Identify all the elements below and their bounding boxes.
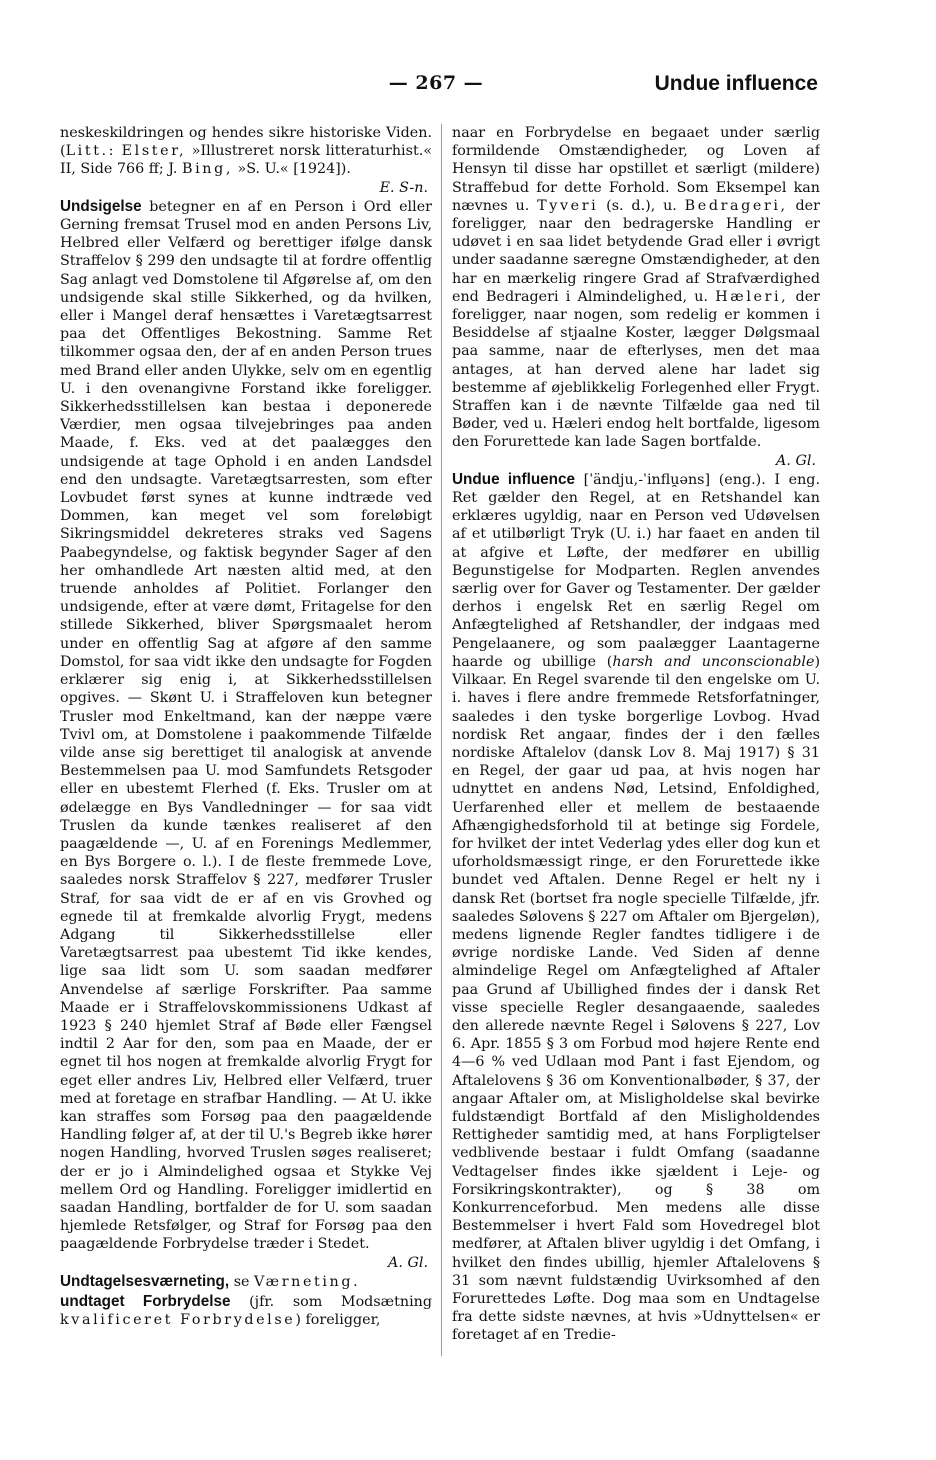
signature: E. S-n. <box>379 179 428 196</box>
entry-continuation: neskeskildringen og hendes sikre historiske Viden. (Litt.: Elster, »Illustreret norsk litteraturhist.« II, Side 766 ff; J. Bing, »S. U.« [1924]). E. S-n. <box>60 125 432 196</box>
author-bing: Bing, <box>181 161 233 178</box>
right-column <box>452 124 820 1360</box>
entry-undue-influence: Undue influence [ˈändju,-ˈinflu̯əns] (eng.). I eng. Ret gælder den Regel, at en Retshandel kan erklæres ugyldig, naar en Person ved Udøvelsen af et utilbørligt Tryk (U. i.) har faaet en anden til at afgive et Løfte, der medfører en ubillig Begunstigelse for Modparten. Reglen anvendes særlig over for Gaver og Testamenter. Der gælder derhos i engelsk Ret en særlig Regel om Anfægtelighed af Retshandler, der indgaas med Pengelaanere, og som paalægger Laantagerne haarde og ubillige (harsh and unconscionable) Vilkaar. En Regel svarende til den engelske om U. i. haves i flere andre fremmede Retsforfatninger, saaledes i den tyske borgerlige Lovbog. Hvad nordisk Ret angaar, findes der i den fælles nordiske Aftalelov (dansk Lov 8. Maj 1917) § 31 en Regel, der gaar ud paa, at hvis nogen har udnyttet en andens Nød, Letsind, Enfoldighed, Uerfarenhed eller et mellem de bestaaende Afhængighedsforhold til at betinge sig Fordele, for hvilket der intet Vederlag ydes eller dog kun et uforholdsmæssigt ringe, er den Forurettede ikke bundet ved Aftalen. Denne Regel er helt ny i dansk Ret (bortset fra nogle specielle Tilfælde, jfr. saaledes Sølovens § 227 om Aftaler om Bjergeløn), medens lignende Regler fandtes tidligere i de øvrige nordiske Lande. Ved Siden af denne almindelige Regel om Anfægtelighed af Aftaler paa Grund af Ubillighed findes der i dansk Ret visse specielle Regler desangaaende, saaledes den allerede nævnte Regel i Sølovens § 227, Lov 6. Apr. 1855 § 3 om Forbud mod højere Rente end 4—6 % ved Udlaan mod Pant i fast Ejendom, og Aftalelovens § 36 om Konventionalbøder, § 37, der angaar Aftaler om, at Misligholdelse skal bevirke fuldstændigt Bortfald af den Misligholdendes Rettigheder samtidig med, at hans Forpligtelser vedblivende bestaar i fuldt Omfang (saadanne Vedtagelser findes ikke sjældent i Leje- og Forsikringskontrakter), og § 38 om Konkurrenceforbud. Men medens alle disse Bestemmelser i hvert Fald som Hovedregel blot medfører, at Aftalen bliver ugyldig i det Omfang, i hvilket den findes ubillig, hjemler Aftalelovens § 31 som nævnt fuldstændig Uvirksomhed af den Forurettedes Løfte. Dog maa som en Undtagelse fra dette sidste nævnes, at hvis »Udnyttelsen« er foretaget af en Tredie- <box>452 470 820 1344</box>
entry-undsigelse: Undsigelse betegner en af en Person i Ord eller Gerning fremsat Trusel mod en anden Persons Liv, Helbred eller Velfærd og berettiger ifølge dansk Straffelov § 299 den undsagte til at fordre offentlig Sag anlagt ved Domstolene til Afgørelse af, om den undsigende skal stille Sikkerhed, og da hvilken, eller i Mangel deraf hensættes i Varetægtsarrest paa det Offentliges Bekostning. Samme Ret tilkommer ogsaa den, der af en anden Person trues med Brand eller anden Ulykke, selv om en egentlig U. i den ovenangivne Forstand ikke foreligger. Sikkerhedsstillelsen kan bestaa i deponerede Værdier, men ogsaa tilvejebringes paa anden Maade, f. Eks. ved at det paalægges den undsigende at tage Ophold i en anden Landsdel end den undsagte. Varetægtsarresten, som efter Lovbudet først synes at kunne indtræde ved Dommen, kan meget vel som foreløbigt Sikringsmiddel dekreteres straks ved Sagens Paabegyndelse, og faktisk begynder Sager af den her omhandlede Art næsten altid med, at den truende anholdes af Politiet. Forlanger den undsigende, efter at være dømt, Fritagelse for den stillede Sikkerhed, bliver Spørgsmaalet herom under en offentlig Sag at afgøre af den samme Domstol, for saa vidt ikke den undsagte for Fogden erklærer sig enig i, at Sikkerhedsstillelsen opgives. — Skønt U. i Straffeloven kun betegner Trusler mod Enkeltmand, kan der næppe være Tvivl om, at Domstolene i paakommende Tilfælde vilde anse sig berettiget til analogisk at anvende Bestemmelsen paa U. mod Samfundets Retsgoder eller en ubestemt Flerhed (f. Eks. Trusler om at ødelægge en Bys Vandledninger — for saa vidt Truslen da kunde tænkes realiseret af den paagældende —, U. af en Forenings Medlemmer, en Bys Borgere o. l.). I de fleste fremmede Love, saaledes norsk Straffelov § 227, medfører Trusler Straf, for saa vidt de er af en vis Grovhed og egnede til at fremkalde alvorlig Frygt, medens Adgang til Sikkerhedsstillelse eller Varetægtsarrest paa ubestemt Tid ikke kendes, lige saa lidt som U. som saadan medfører Anvendelse af særlige Forskrifter. Paa samme Maade er i Straffelovskommissionens Udkast af 1923 § 240 hjemlet Straf af Bøde eller Fængsel indtil 2 Aar for den, som paa en Maade, der er egnet til hos nogen at fremkalde alvorlig Frygt for eget eller andres Liv, Helbred eller Velfærd, truer med at foretage en strafbar Handling. — At U. ikke kan straffes som Forsøg paa den paagældende Handling følger af, at der til U.'s Begreb ikke hører nogen Handling, hvorved Truslen søges realiseret; der er jo i Almindelighed ogsaa et Stykke Vej mellem Ord og Handling. Foreligger imidlertid en saadan Handling, bortfalder de for U. som saadan hjemlede Retsfølger, og Straf for Forsøg paa den paagældende Forbrydelse træder i Stedet. A. Gl. <box>60 197 432 1271</box>
cross-reference: Værneting. <box>254 1273 361 1290</box>
cross-reference: kvalificeret Forbrydelse <box>60 1312 296 1329</box>
signature: A. Gl. <box>776 452 816 469</box>
term-haeleri: Hæleri, <box>715 288 789 305</box>
signature: A. Gl. <box>388 1254 428 1271</box>
author-elster: Elster, <box>121 143 187 160</box>
litt-label: Litt.: <box>65 143 117 160</box>
entry-undtagelsesvaerneting: Undtagelsesværneting, se Værneting. <box>60 1272 361 1290</box>
running-head: Undue influence <box>654 72 818 95</box>
pronunciation: [ˈändju,-ˈinflu̯əns] (eng.). <box>575 471 766 488</box>
entry-undtaget-continuation: naar en Forbrydelse en begaaet under særlig formildende Omstændigheder, og Loven af Hensyn til disse har opstillet et særligt (mildere) Straffebud for dette Forhold. Som Eksempel kan nævnes u. Tyveri (s. d.), u. Bedrageri, der foreligger, naar den bedragerske Handling er udøvet i en saa lidet betydende Grad eller i øvrigt under saadanne særegne Omstændigheder, at den har en mærkelig ringere Grad af Strafværdighed end Bedrageri i Almindelighed, u. Hæleri, der foreligger, naar nogen, som redelig er kommen i Besiddelse af stjaalne Koster, lægger Dølgsmaal paa samme, naar de efterlyses, men det maa antages, at han derved alene har ladet sig bestemme af øjeblikkelig Forlegenhed eller Frygt. Straffen kan i de nævnte Tilfælde gaa ned til Bøder, ved u. Hæleri endog helt bortfalde, ligesom den Forurettede kan lade Sagen bortfalde. A. Gl. <box>452 125 820 469</box>
headword-undsigelse: Undsigelse <box>60 197 142 215</box>
column-divider <box>441 124 442 1356</box>
left-column <box>60 124 432 1360</box>
headword-undtaget-forbrydelse: undtaget Forbrydelse <box>60 1293 231 1310</box>
english-term: harsh and unconscionable <box>612 653 815 670</box>
term-bedrageri: Bedrageri, <box>684 197 788 214</box>
entry-undtaget-forbrydelse: undtaget Forbrydelse (jfr. som Modsætning kvalificeret Forbrydelse) foreligger, <box>60 1293 432 1329</box>
headword-undtagelsesvaerneting: Undtagelsesværneting, <box>60 1272 230 1290</box>
page-number: — 267 — <box>388 72 484 94</box>
term-tyveri: Tyveri <box>537 197 599 214</box>
page-header <box>0 72 936 106</box>
headword-undue-influence: Undue influence <box>452 470 576 488</box>
